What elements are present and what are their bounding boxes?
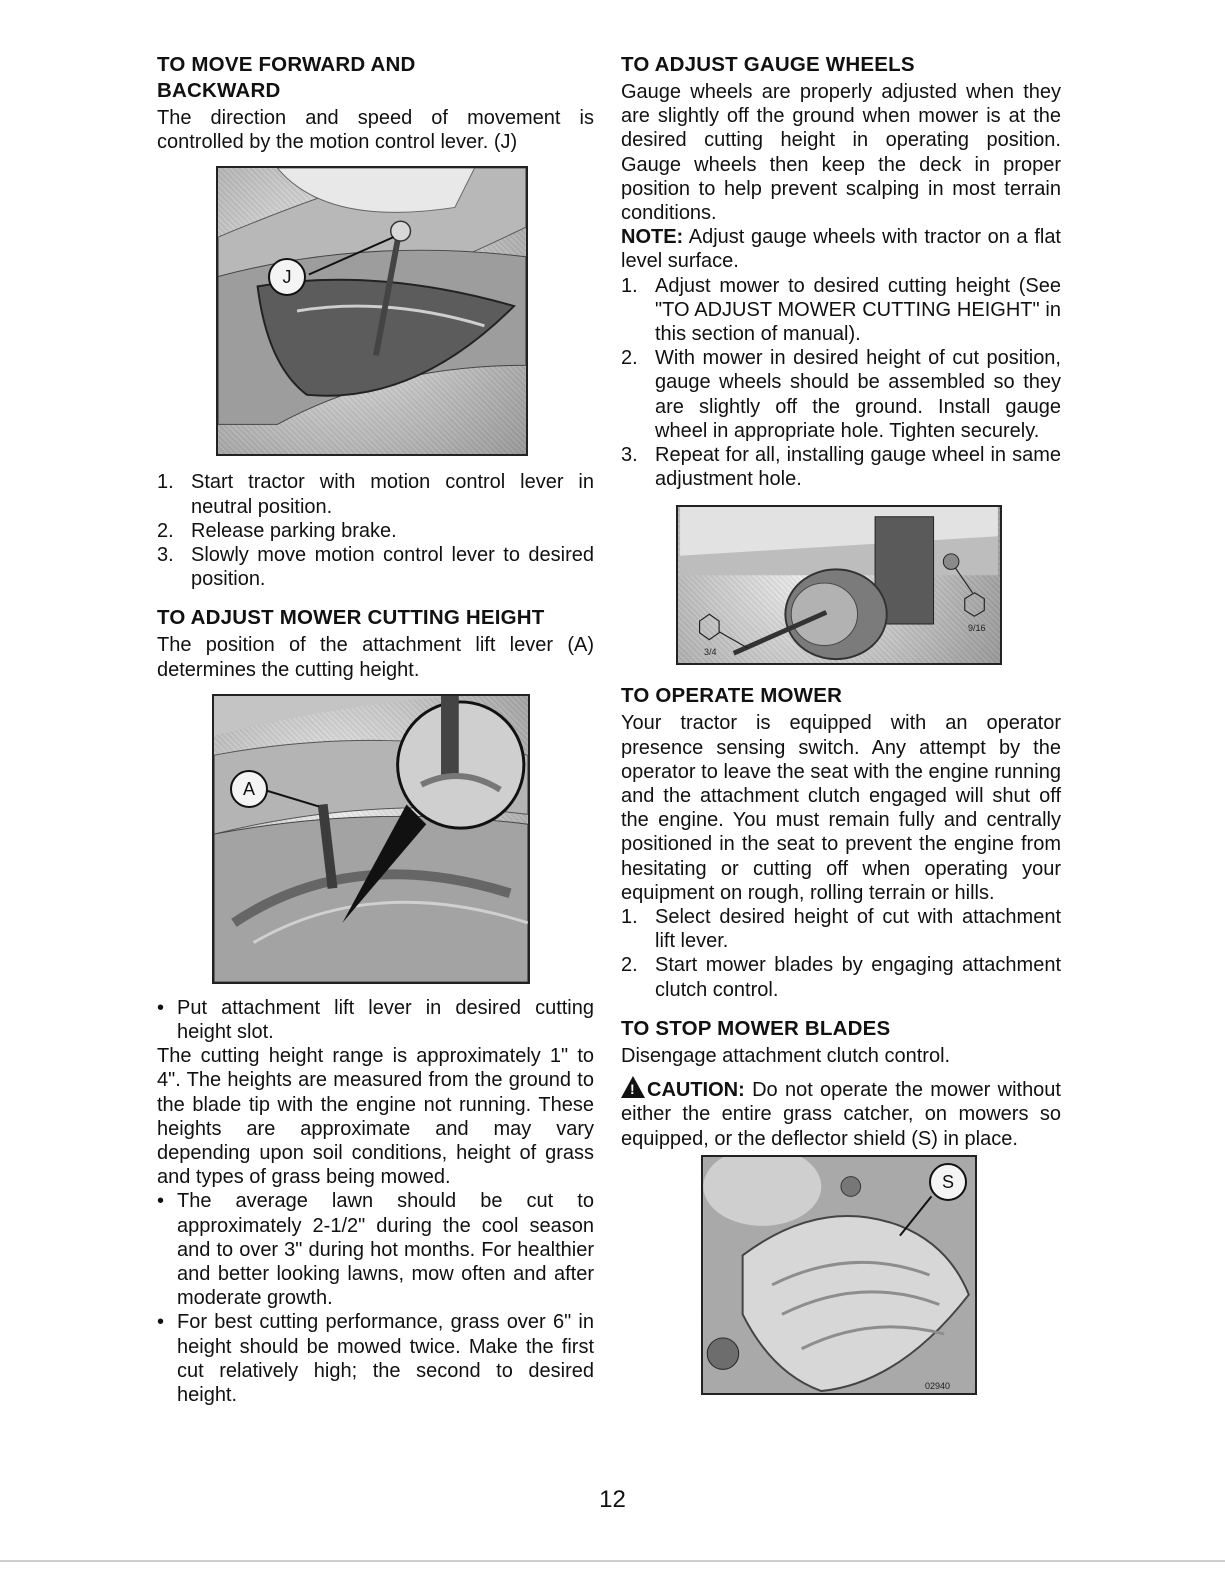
attachment-lift-lever-illustration [214,696,528,982]
step-text: Repeat for all, installing gauge wheel in same adjustment hole. [655,444,1061,491]
operate-intro: Your tractor is equipped with an operator presence sensing switch. Any attempt by the operator to leave the seat with the engine running and the attachment clutch engaged will shut off the engine. You must remain fully and centrally positioned in the seat to prevent the engine from hesitating or cutting off when operating your equipment on rough, rolling terrain or hills. [621,712,1061,904]
step-number: 1. [157,471,174,494]
bullet-marker: • [157,1311,165,1334]
bottom-divider [0,1560,1225,1562]
callout-a: A [230,770,268,808]
gauge-wheels-note [621,225,1061,273]
step-text: With mower in desired height of cut position, gauge wheels should be assembled so they are slightly off the ground. Install gauge wheel in appropriate hole. Tighten securely. [655,347,1061,442]
list-item [621,346,1061,443]
operate-steps [621,905,1061,1002]
bullet-text: Put attachment lift lever in desired cutting height slot. [177,996,594,1044]
right-column [621,52,1061,1395]
cutting-height-bullets [157,1189,594,1407]
step-number: 1. [621,906,638,929]
list-item [157,996,594,1044]
gauge-wheels-intro: Gauge wheels are properly adjusted when they are slightly off the ground when mower is at the desired cutting height in operating position. Gauge wheels then keep the deck in proper position to help prevent scalping in most terrain conditions. [621,81,1061,225]
cutting-height-bullet-1 [157,996,594,1044]
step-number: 2. [621,347,638,370]
heading-line-2: BACKWARD [157,79,281,102]
callout-j: J [268,258,306,296]
motion-control-lever-figure [216,166,528,456]
callout-s: S [929,1163,967,1201]
step-text: Start mower blades by engaging attachment clutch control. [655,954,1061,1001]
section-operate-mower [621,683,1061,1001]
heading-stop-mower-blades: TO STOP MOWER BLADES [621,1016,891,1040]
heading-line-1: TO MOVE FORWARD AND [157,53,416,76]
heading-cutting-height: TO ADJUST MOWER CUTTING HEIGHT [157,606,545,630]
step-text: Start tractor with motion control lever in neutral position. [191,471,594,518]
section-move-forward-backward [157,52,594,591]
step-number: 2. [621,954,638,977]
step-number: 2. [157,519,174,542]
wrench-size-34: 3/4 [704,647,717,658]
section-stop-mower-blades [621,1016,1061,1395]
step-text: Select desired height of cut with attachment lift lever. [655,906,1061,953]
caution-label: CAUTION: [647,1079,745,1102]
step-number: 3. [157,544,174,567]
bullet-text: For best cutting performance, grass over 6" in height should be mowed twice. Make the first cut relatively high; the second to desired height. [177,1311,594,1407]
step-text: Slowly move motion control lever to desired position. [191,544,594,591]
list-item [621,443,1061,491]
motion-control-lever-illustration [218,168,526,454]
section-gauge-wheels [621,52,1061,665]
list-item [157,1310,594,1407]
section-cutting-height [157,605,594,1407]
step-number: 1. [621,274,638,297]
page-number: 12 [599,1486,626,1513]
note-text: Adjust gauge wheels with tractor on a flat level surface. [621,226,1061,273]
note-label: NOTE: [621,226,684,249]
gauge-wheel-illustration [678,507,1000,663]
heading-operate-mower: TO OPERATE MOWER [621,684,843,708]
attachment-lift-lever-figure [212,694,530,984]
bullet-text: The average lawn should be cut to approximately 2-1/2" during the cool season and to over 3" during hot months. For healthier and better looking lawns, mow often and after moderate growth. [177,1190,594,1310]
step-number: 3. [621,444,638,467]
step-text: Release parking brake. [191,519,397,542]
left-column [157,52,594,1407]
heading-move-forward-backward [157,52,594,104]
move-steps [157,470,594,591]
caution-triangle-icon [621,1076,645,1098]
caution-paragraph [621,1076,1061,1151]
figure-code: 02940 [925,1380,951,1391]
list-item [621,905,1061,953]
bullet-marker: • [157,996,165,1019]
gauge-wheels-steps [621,274,1061,492]
list-item [157,543,594,591]
stop-intro: Disengage attachment clutch control. [621,1044,951,1067]
list-item [621,953,1061,1001]
heading-gauge-wheels: TO ADJUST GAUGE WHEELS [621,53,915,76]
bullet-marker: • [157,1190,165,1213]
cutting-height-body: The cutting height range is approximately 1" to 4". The heights are measured from the ground to the blade tip with the engine not running. These heights are approximate and may vary depending upon soil conditions, height of grass and types of grass being mowed. [157,1045,594,1189]
gauge-wheel-figure [676,505,1002,665]
caution-text: Do not operate the mower without either the entire grass catcher, on mowers so equipped, or the deflector shield (S) in place. [621,1079,1061,1150]
deflector-shield-figure [701,1155,977,1395]
list-item [157,470,594,518]
list-item [157,519,594,543]
step-text: Adjust mower to desired cutting height (See "TO ADJUST MOWER CUTTING HEIGHT" in this section of manual). [655,274,1061,346]
list-item [157,1189,594,1310]
cutting-height-intro: The position of the attachment lift lever (A) determines the cutting height. [157,634,594,681]
move-intro: The direction and speed of movement is controlled by the motion control lever. (J) [157,107,594,154]
wrench-size-916: 9/16 [968,623,986,634]
list-item [621,274,1061,347]
